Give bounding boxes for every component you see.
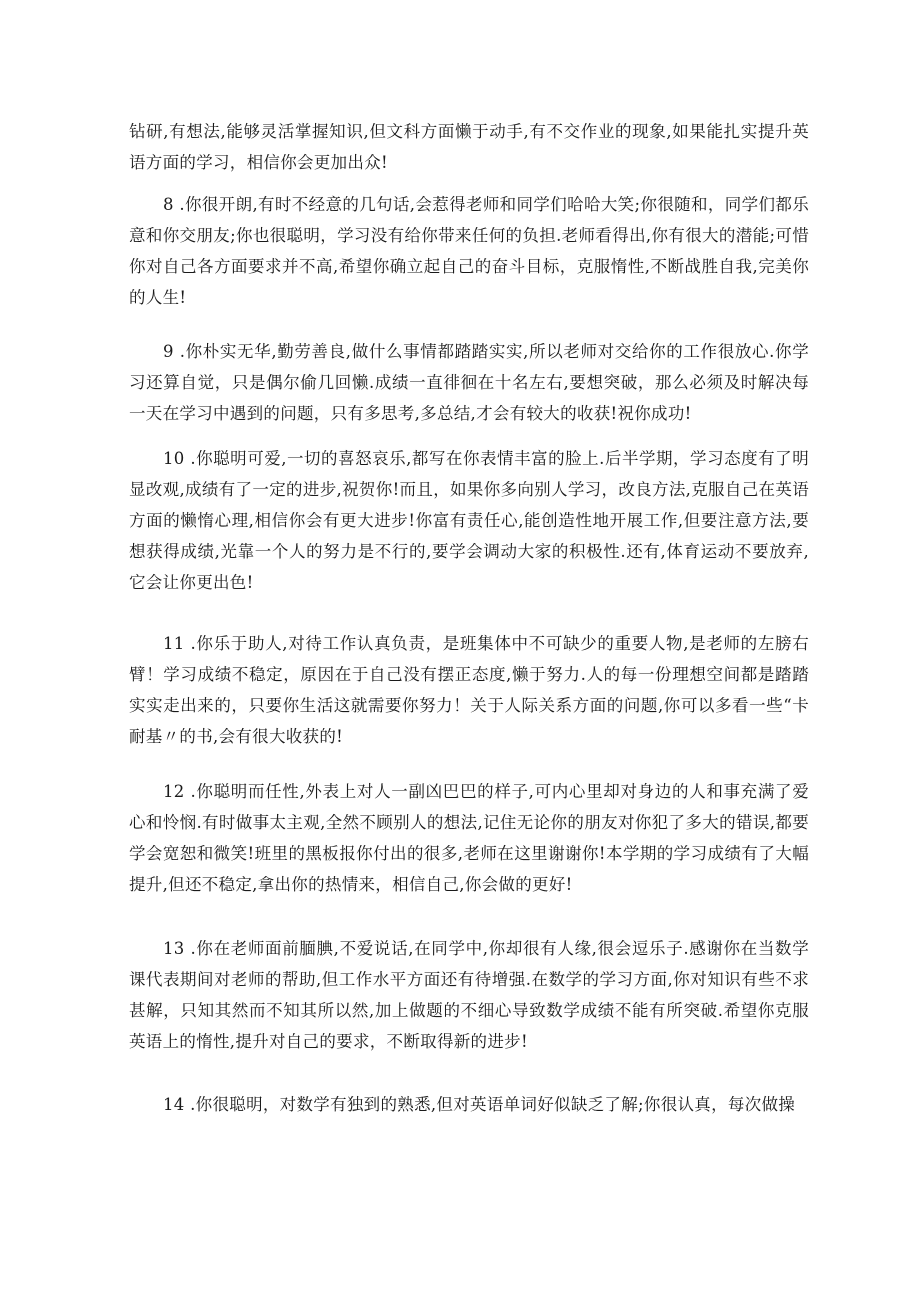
paragraph-text: 8 .你很开朗,有时不经意的几句话,会惹得老师和同学们哈哈大笑;你很随和，同学们都乐意和你交朋友;你也很聪明，学习没有给你带来任何的负担.老师看得出,你有很大的潜能;可惜你对自己各方面要求并不高,希望你确立起自己的奋斗目标，克服惰性,不断战胜自我,完美你的人生! [129, 195, 809, 307]
paragraph-7-continuation [129, 116, 809, 178]
paragraph-11 [129, 628, 809, 752]
paragraph-9 [129, 336, 809, 429]
paragraph-text: 钻研,有想法,能够灵活掌握知识,但文科方面懒于动手,有不交作业的现象,如果能扎实提升英语方面的学习，相信你会更加出众! [129, 122, 809, 172]
paragraph-text: 11 .你乐于助人,对待工作认真负责，是班集体中不可缺少的重要人物,是老师的左膀右臂！学习成绩不稳定，原因在于自己没有摆正态度,懒于努力.人的每一份理想空间都是踏踏实实走出来的，只要你生活这就需要你努力！关于人际关系方面的问题,你可以多看一些“卡耐基〃的书,会有很大收获的! [129, 634, 809, 746]
paragraph-10 [129, 443, 809, 598]
paragraph-text: 14 .你很聪明，对数学有独到的熟悉,但对英语单词好似缺乏了解;你很认真，每次做操 [163, 1095, 796, 1114]
paragraph-text: 12 .你聪明而任性,外表上对人一副凶巴巴的样子,可内心里却对身边的人和事充满了爱心和怜悯.有时做事太主观,全然不顾别人的想法,记住无论你的朋友对你犯了多大的错误,都要学会宽恕和微笑!班里的黑板报你付出的很多,老师在这里谢谢你!本学期的学习成绩有了大幅提升,但还不稳定,拿出你的热情来，相信自己,你会做的更好! [129, 782, 809, 894]
paragraph-12 [129, 776, 809, 900]
paragraph-13 [129, 933, 809, 1057]
paragraph-14 [129, 1089, 809, 1120]
paragraph-8 [129, 189, 809, 313]
paragraph-text: 10 .你聪明可爱,一切的喜怒哀乐,都写在你表情丰富的脸上.后半学期，学习态度有了明显改观,成绩有了一定的进步,祝贺你!而且，如果你多向别人学习，改良方法,克服自己在英语方面的懒惰心理,相信你会有更大进步!你富有责任心,能创造性地开展工作,但要注意方法,要想获得成绩,光靠一个人的努力是不行的,要学会调动大家的积极性.还有,体育运动不要放弃,它会让你更出色! [129, 449, 809, 592]
paragraph-text: 9 .你朴实无华,勤劳善良,做什么事情都踏踏实实,所以老师对交给你的工作很放心.你学习还算自觉，只是偶尔偷几回懒.成绩一直徘徊在十名左右,要想突破，那么必须及时解决每一天在学习中遇到的问题，只有多思考,多总结,才会有较大的收获!祝你成功! [129, 342, 809, 423]
paragraph-text: 13 .你在老师面前腼腆,不爱说话,在同学中,你却很有人缘,很会逗乐子.感谢你在当数学课代表期间对老师的帮助,但工作水平方面还有待增强.在数学的学习方面,你对知识有些不求甚解，只知其然而不知其所以然,加上做题的不细心导致数学成绩不能有所突破.希望你克服英语上的惰性,提升对自己的要求，不断取得新的进步! [129, 939, 809, 1051]
